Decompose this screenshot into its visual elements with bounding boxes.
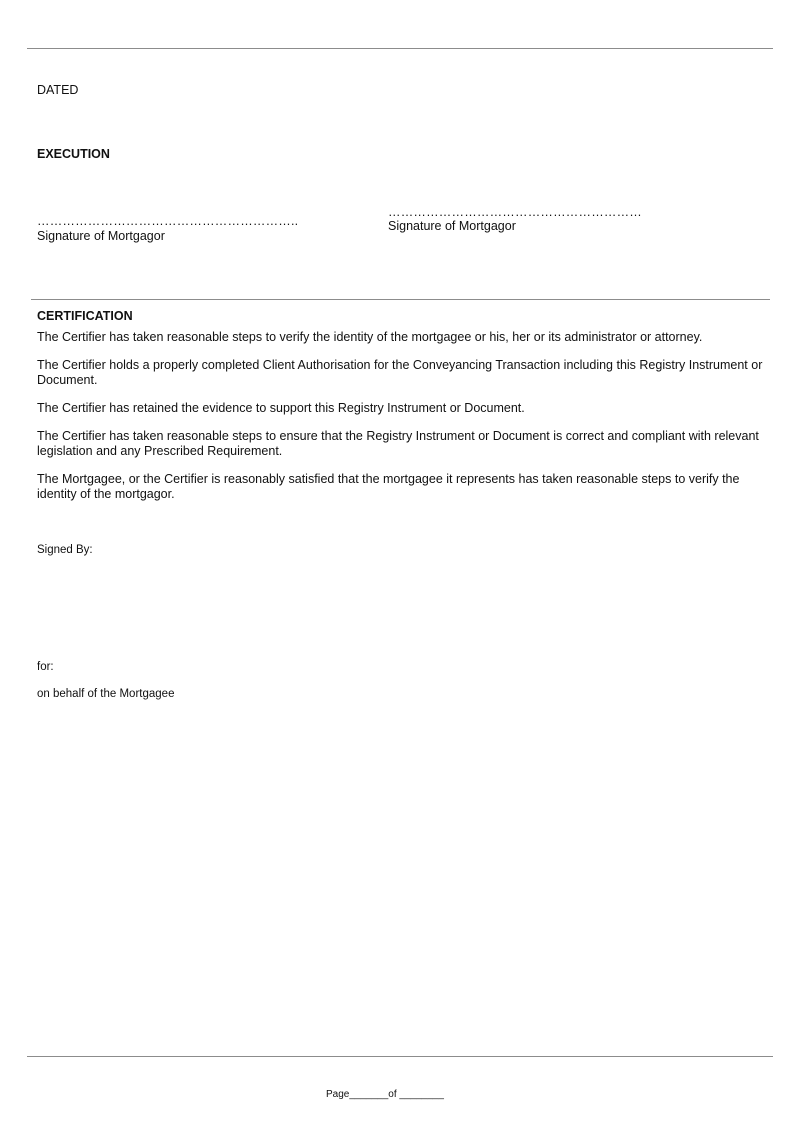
certification-heading: CERTIFICATION xyxy=(37,309,133,323)
certification-statement: The Mortgagee, or the Certifier is reasonably satisfied that the mortgagee it represents has taken reasonable steps to verify the identity of the mortgagor. xyxy=(37,472,740,501)
signature-left-dots: …………………………………………………….. xyxy=(37,215,299,227)
signature-left-label: Signature of Mortgagor xyxy=(37,229,165,243)
certification-statement: The Certifier has retained the evidence to support this Registry Instrument or Document. xyxy=(37,401,525,415)
signature-right-dots: …………………………………………………… xyxy=(388,206,642,218)
certification-statement: The Certifier has taken reasonable steps to verify the identity of the mortgagee or his, her or its administrator or attorney. xyxy=(37,330,703,344)
dated-label: DATED xyxy=(37,83,79,97)
page-number-footer: Page_______of ________ xyxy=(326,1089,444,1100)
execution-heading: EXECUTION xyxy=(37,147,110,161)
certification-statement: The Certifier has taken reasonable steps to ensure that the Registry Instrument or Document is correct and compliant with relevant legislation and any Prescribed Requirement. xyxy=(37,429,759,458)
certification-statement: The Certifier holds a properly completed Client Authorisation for the Conveyancing Transaction including this Registry Instrument or Document. xyxy=(37,358,763,387)
signature-right-label: Signature of Mortgagor xyxy=(388,219,516,233)
top-rule xyxy=(27,48,773,49)
certification-rule xyxy=(31,299,770,300)
for-label: for: xyxy=(37,661,54,673)
on-behalf-label: on behalf of the Mortgagee xyxy=(37,688,175,700)
signed-by-label: Signed By: xyxy=(37,544,93,556)
bottom-rule xyxy=(27,1056,773,1057)
